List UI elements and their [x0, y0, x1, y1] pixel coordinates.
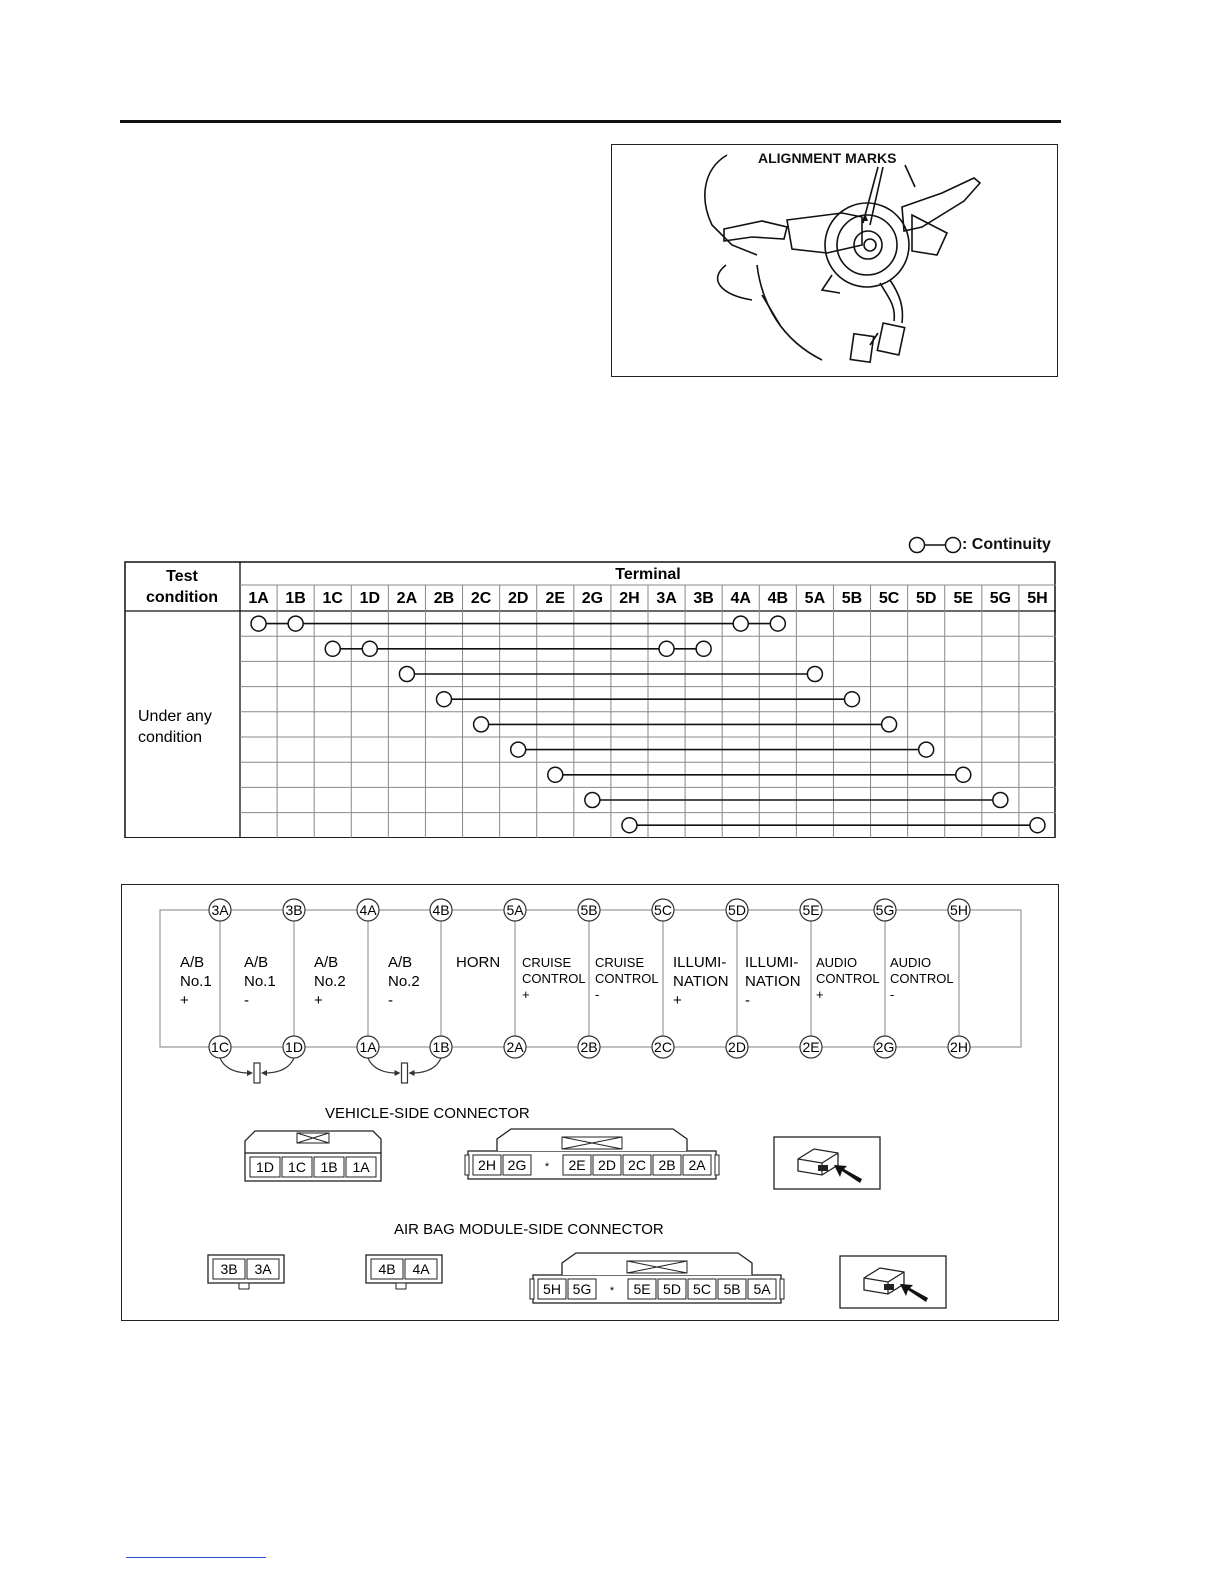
terminal-node-label: 4A [359, 902, 377, 918]
terminal-column-label: 2H [619, 590, 640, 607]
terminal-node-label: 3B [285, 902, 303, 918]
terminal-column-label: 1D [359, 590, 381, 607]
connector-pin-label: 2C [628, 1157, 646, 1173]
continuity-marker [622, 818, 637, 833]
terminal-node-label: 2D [728, 1039, 746, 1055]
circuit-label: No.1 [244, 973, 276, 990]
arrow-icon [261, 1070, 267, 1076]
continuity-marker [770, 616, 785, 631]
circuit-label: - [890, 987, 895, 1002]
circuit-label: CONTROL [816, 971, 880, 986]
connector-pin-label: * [544, 1161, 550, 1173]
circuit-label: No.2 [314, 973, 346, 990]
airbag-side-connector-title: AIR BAG MODULE-SIDE CONNECTOR [394, 1221, 664, 1238]
airbag-connector-4 [366, 1255, 442, 1283]
continuity-marker [1030, 818, 1045, 833]
shorting-wire [368, 1058, 395, 1073]
terminal-node-label: 4B [432, 902, 450, 918]
continuity-marker [919, 742, 934, 757]
terminal-node-label: 5D [728, 902, 746, 918]
terminal-node-label: 1C [211, 1039, 229, 1055]
terminal-column-label: 5E [953, 590, 974, 607]
connector-pin-label: 2E [568, 1157, 586, 1173]
continuity-table [124, 561, 1056, 838]
continuity-marker [288, 616, 303, 631]
connector-tab [465, 1155, 469, 1175]
connector-pin-label: * [609, 1285, 615, 1297]
terminal-column-label: 2E [545, 590, 566, 607]
top-rule [120, 120, 1061, 123]
arrow-icon [247, 1070, 253, 1076]
circuit-label: A/B [388, 954, 413, 971]
continuity-marker [511, 742, 526, 757]
terminal-column-label: 5C [878, 590, 900, 607]
connector-pin-label: 3A [254, 1261, 272, 1277]
circuit-label: CRUISE [595, 955, 645, 970]
circuit-label: AUDIO [816, 955, 858, 970]
terminal-column-label: 5G [989, 590, 1012, 607]
continuity-marker [585, 793, 600, 808]
terminal-column-label: 1B [285, 590, 306, 607]
terminal-node-label: 5G [875, 902, 895, 918]
terminal-column-label: 2C [470, 590, 492, 607]
terminal-column-label: 1C [322, 590, 343, 607]
terminal-node-label: 5A [506, 902, 524, 918]
condition-label: Under any [138, 708, 212, 725]
connector-face [818, 1165, 828, 1171]
terminal-node-label: 2G [875, 1039, 895, 1055]
circuit-label: AUDIO [890, 955, 932, 970]
continuity-marker [696, 641, 711, 656]
airbag-connector-5 [530, 1253, 784, 1303]
connector-pin-label: 4A [412, 1261, 430, 1277]
terminal-column-label: 4B [767, 590, 789, 607]
terminal-node-label: 2B [580, 1039, 598, 1055]
terminal-column-label: 5H [1027, 590, 1048, 607]
circuit-label: NATION [745, 973, 801, 990]
terminal-node-label: 5B [580, 902, 598, 918]
terminal-column-label: 2G [581, 590, 604, 607]
connector-pin-label: 1B [320, 1159, 338, 1175]
shorting-bar [402, 1063, 408, 1083]
continuity-marker [362, 641, 377, 656]
connector-pin-label: 3B [220, 1261, 238, 1277]
connector-pin-label: 5A [753, 1281, 771, 1297]
circuit-label: + [816, 987, 824, 1002]
terminal-node-label: 5E [802, 902, 820, 918]
vehicle-side-view-icon [774, 1137, 880, 1189]
circuit-rail [970, 910, 1021, 1047]
connector-pin-label: 5D [663, 1281, 681, 1297]
connector-face [884, 1284, 894, 1290]
continuity-marker [437, 692, 452, 707]
connector-pin-label: 5E [633, 1281, 651, 1297]
circuit-label: HORN [456, 954, 501, 971]
terminal-column-label: 2B [433, 590, 455, 607]
test-condition-header: Test [166, 568, 198, 585]
continuity-marker [474, 717, 489, 732]
vehicle-connector-2 [465, 1129, 719, 1179]
circuit-label: - [745, 992, 750, 1009]
circuit-label: ILLUMI- [673, 954, 727, 971]
circuit-label: A/B [244, 954, 269, 971]
terminal-column-label: 1A [248, 590, 269, 607]
circuit-label: CONTROL [522, 971, 586, 986]
shorting-wire [220, 1058, 247, 1073]
terminal-column-label: 2D [507, 590, 529, 607]
circuit-label: + [673, 992, 682, 1009]
circuit-label: A/B [180, 954, 205, 971]
connector-pin-label: 1D [256, 1159, 274, 1175]
connector-pin-label: 1C [288, 1159, 306, 1175]
continuity-marker [659, 641, 674, 656]
connector-pin-label: 5H [543, 1281, 561, 1297]
circuit-label: - [388, 992, 393, 1009]
terminal-node-label: 2H [950, 1039, 968, 1055]
connector-pin-label: 2D [598, 1157, 616, 1173]
alignment-marks-label: ALIGNMENT MARKS [758, 150, 897, 166]
terminal-header: Terminal [615, 566, 681, 583]
terminal-column-label: 2A [396, 590, 418, 607]
continuity-marker [733, 616, 748, 631]
terminal-column-label: 4A [730, 590, 751, 607]
shorting-bar [254, 1063, 260, 1083]
terminal-column-label: 3A [656, 590, 677, 607]
condition-label: condition [138, 729, 203, 746]
circuit-label: CONTROL [595, 971, 659, 986]
test-condition-header: condition [146, 589, 218, 606]
legend-label: : Continuity [962, 536, 1051, 554]
shorting-wire [267, 1058, 294, 1073]
connector-tab [530, 1279, 534, 1299]
footer-link-underline[interactable] [126, 1557, 266, 1558]
vehicle-side-connector-title: VEHICLE-SIDE CONNECTOR [325, 1105, 530, 1122]
terminal-node-label: 3A [211, 902, 229, 918]
continuity-marker [807, 667, 822, 682]
continuity-legend [908, 535, 1051, 555]
terminal-column-label: 5A [804, 590, 826, 607]
terminal-column-label: 3B [693, 590, 714, 607]
connector-key [396, 1283, 406, 1289]
continuity-marker [845, 692, 860, 707]
continuity-marker [548, 767, 563, 782]
circuit-label: A/B [314, 954, 339, 971]
circuit-label: No.2 [388, 973, 420, 990]
terminal-node-label: 5H [950, 902, 968, 918]
circuit-label: - [595, 987, 600, 1002]
airbag-side-view-icon [840, 1256, 946, 1308]
terminal-node-label: 2C [654, 1039, 672, 1055]
arrow-icon [409, 1070, 415, 1076]
continuity-marker [399, 667, 414, 682]
connector-pin-label: 2B [658, 1157, 676, 1173]
terminal-column-label: 5B [841, 590, 863, 607]
terminal-column-label: 5D [915, 590, 937, 607]
circuit-label: + [314, 992, 323, 1009]
continuity-marker [956, 767, 971, 782]
connector-pin-label: 5G [572, 1281, 592, 1297]
circuit-label: ILLUMI- [745, 954, 799, 971]
shorting-wire [415, 1058, 442, 1073]
wiring-schematic-panel [121, 884, 1059, 1321]
connector-pin-label: 1A [352, 1159, 370, 1175]
connector-pin-label: 2H [478, 1157, 496, 1173]
terminal-node-label: 1B [432, 1039, 450, 1055]
continuity-marker [325, 641, 340, 656]
continuity-marker [882, 717, 897, 732]
circuit-label: CRUISE [522, 955, 572, 970]
connector-pin-label: 2A [688, 1157, 706, 1173]
circuit-label: - [244, 992, 249, 1009]
terminal-node-label: 1D [285, 1039, 303, 1055]
connector-pin-label: 5B [723, 1281, 741, 1297]
continuity-marker [993, 793, 1008, 808]
connector-pin-label: 5C [693, 1281, 711, 1297]
connector-pin-label: 4B [378, 1261, 396, 1277]
circuit-label: NATION [673, 973, 729, 990]
vehicle-connector-1 [245, 1153, 381, 1181]
terminal-node-label: 5C [654, 902, 672, 918]
circuit-label: + [522, 987, 530, 1002]
arrow-icon [395, 1070, 401, 1076]
circuit-label: + [180, 992, 189, 1009]
continuity-symbol-icon [908, 535, 962, 555]
airbag-connector-3 [208, 1255, 284, 1283]
connector-key [239, 1283, 249, 1289]
terminal-node-label: 1A [359, 1039, 377, 1055]
circuit-label: CONTROL [890, 971, 954, 986]
terminal-node-label: 2E [802, 1039, 820, 1055]
continuity-marker [251, 616, 266, 631]
connector-tab [780, 1279, 784, 1299]
terminal-node-label: 2A [506, 1039, 524, 1055]
clock-spring-illustration [611, 144, 1058, 377]
connector-tab [715, 1155, 719, 1175]
circuit-label: No.1 [180, 973, 212, 990]
connector-pin-label: 2G [507, 1157, 527, 1173]
